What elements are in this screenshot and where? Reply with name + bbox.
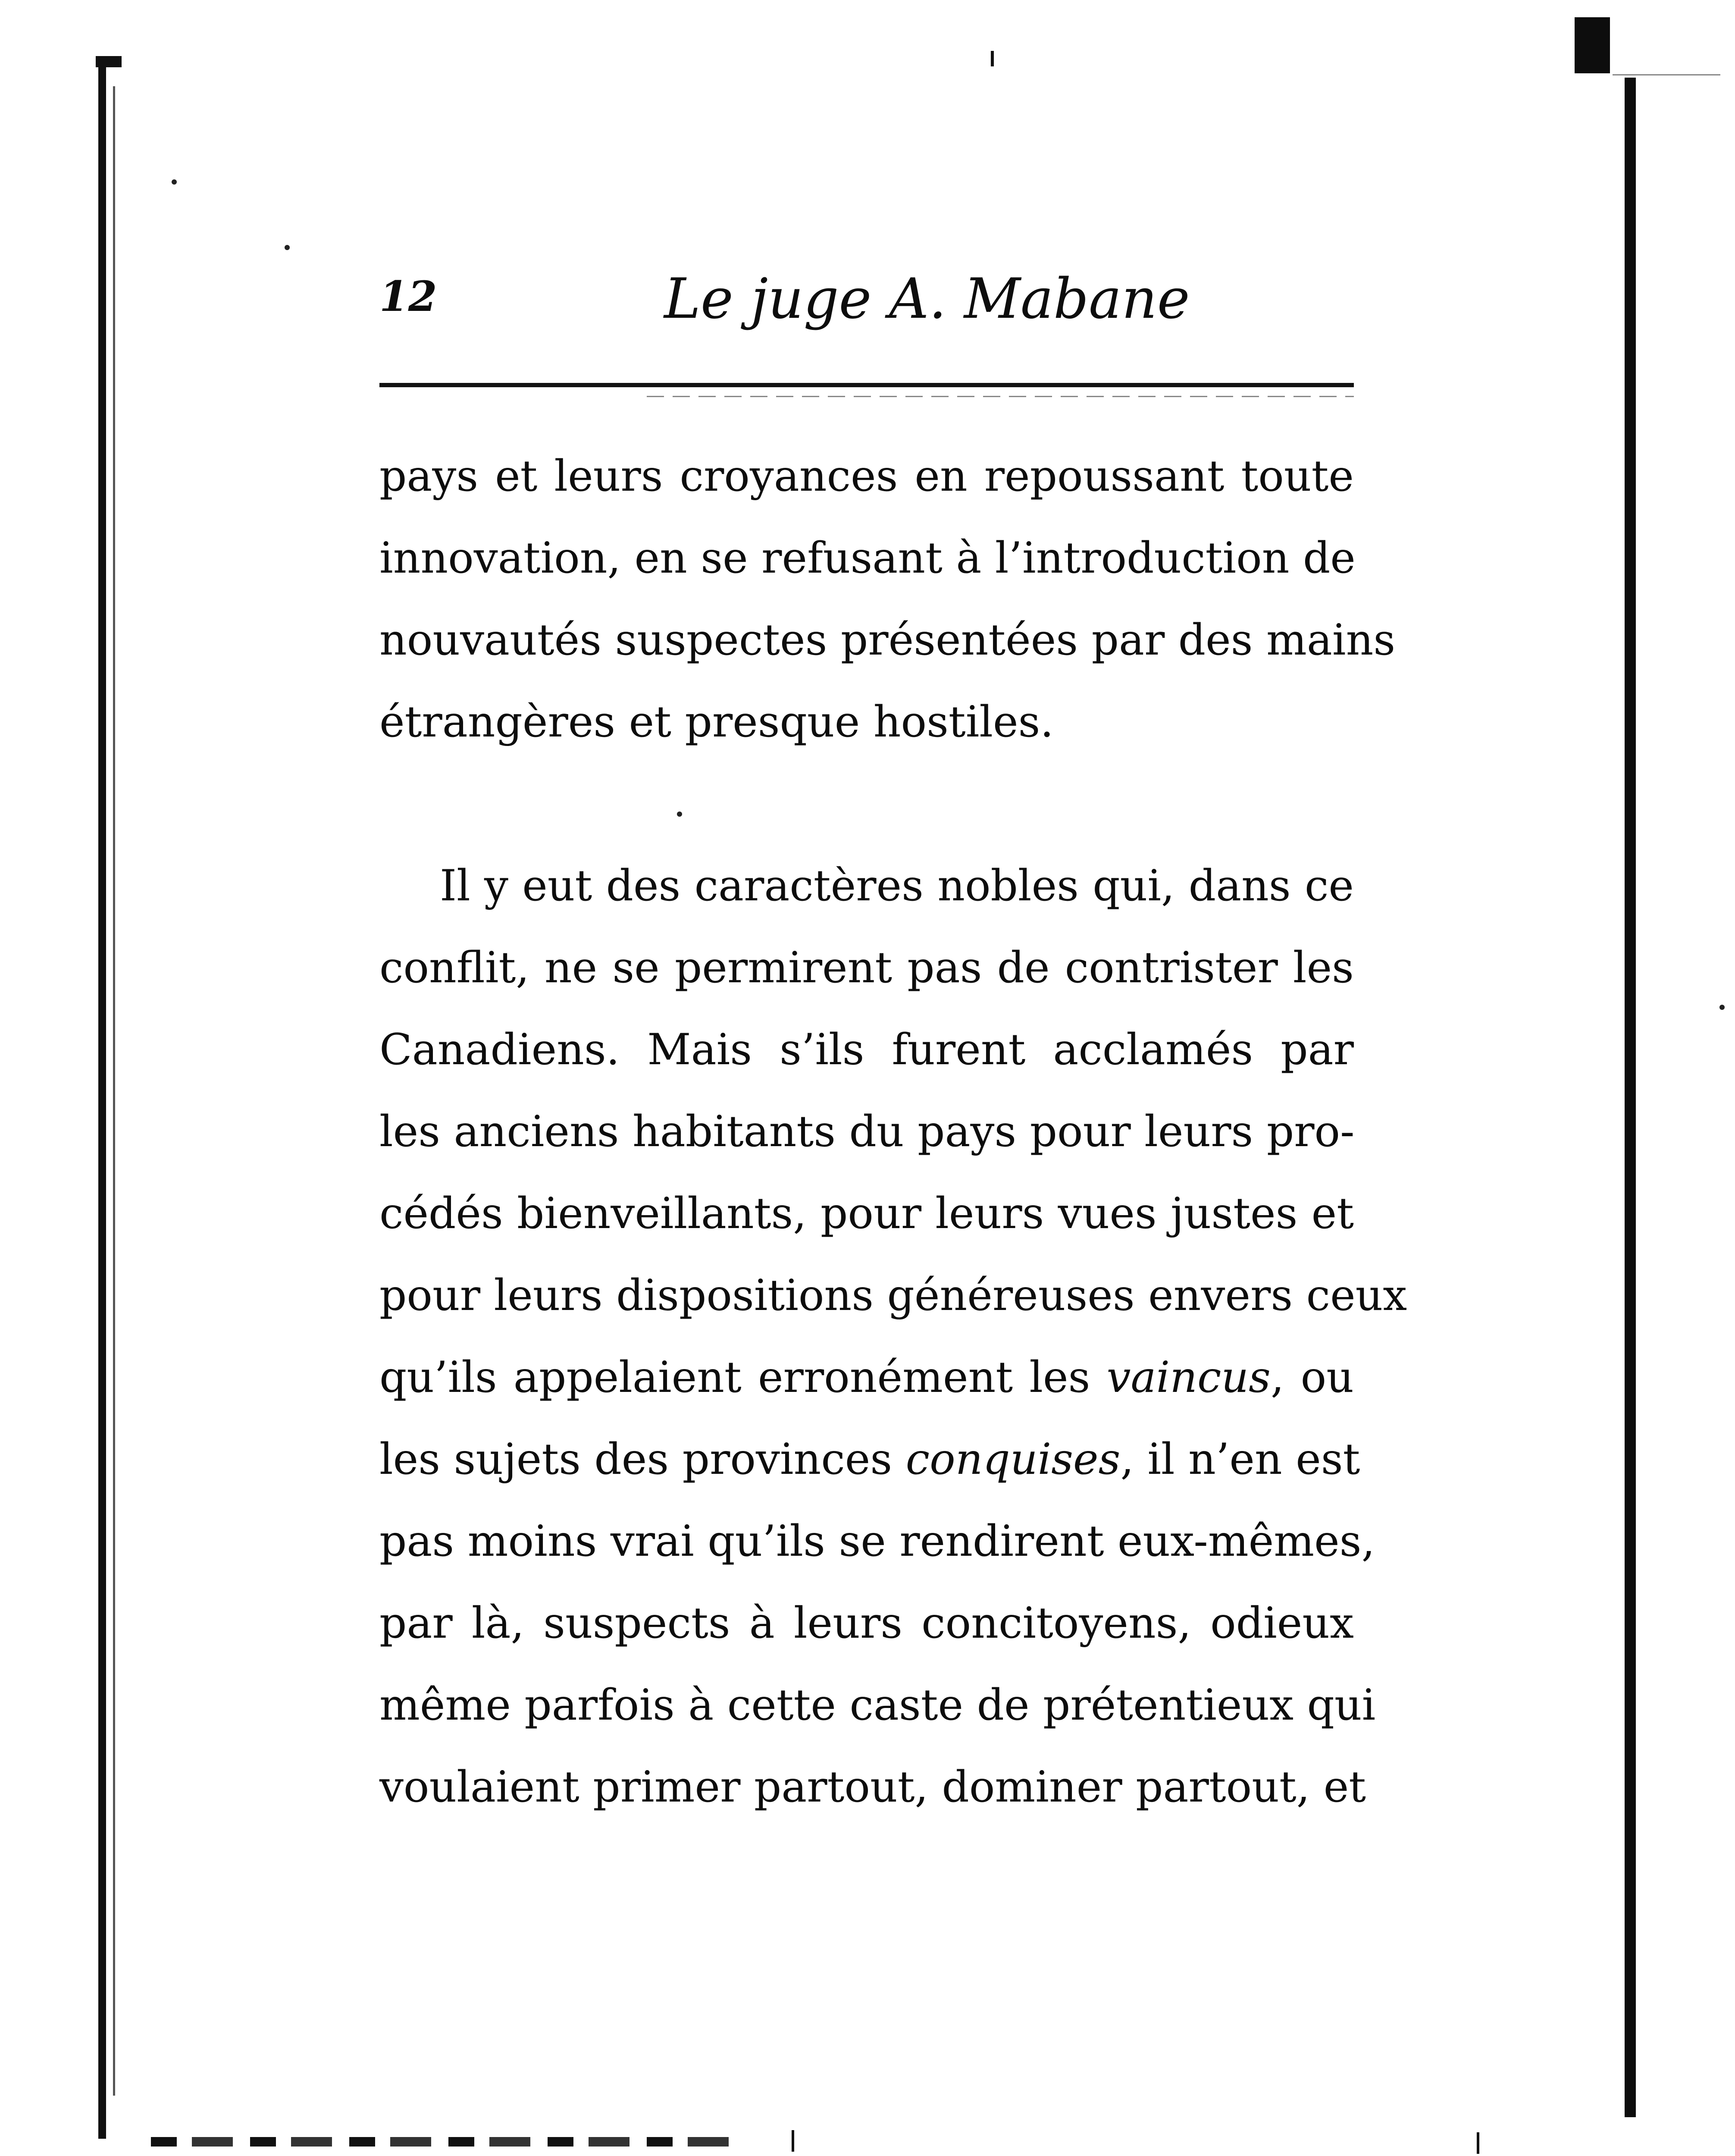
- scan-tick-bottom-right: [1477, 2132, 1479, 2154]
- italic-word: conquises: [905, 1435, 1121, 1484]
- text-line: pas moins vrai qu’ils se rendirent eux-mêmes,: [379, 1517, 1375, 1566]
- header-rule-faint: [647, 396, 1354, 397]
- text-line: pays et leurs croyances en repoussant toute: [379, 451, 1354, 501]
- scan-tick-top: [991, 51, 994, 66]
- text-run: , ou: [1270, 1353, 1354, 1402]
- italic-word: vaincus: [1106, 1353, 1271, 1402]
- paragraph: [379, 436, 1396, 763]
- text-line: Canadiens. Mais s’ils furent acclamés par: [379, 1025, 1354, 1075]
- running-title: Le juge A. Mabane: [664, 267, 1190, 331]
- binding-edge-left: [98, 60, 106, 2139]
- text-line: conflit, ne se permirent pas de contrister les: [379, 943, 1354, 993]
- text-line: cédés bienveillants, pour leurs vues justes et: [379, 1189, 1354, 1238]
- scan-tick-bottom: [792, 2130, 794, 2152]
- scan-speck: [172, 179, 177, 185]
- text-line: même parfois à cette caste de prétentieux qui: [379, 1680, 1376, 1730]
- text-line: innovation, en se refusant à l’introduction de: [379, 533, 1356, 583]
- text-run: , il n’en est: [1120, 1435, 1360, 1484]
- scan-speck: [1719, 1005, 1725, 1010]
- binding-edge-right: [1625, 78, 1636, 2117]
- running-head: [379, 267, 1358, 336]
- scan-mark-top-right: [1575, 17, 1610, 73]
- text-line: pour leurs dispositions généreuses envers ceux: [379, 1271, 1407, 1320]
- text-run: les sujets des provinces: [379, 1435, 906, 1484]
- text-line: voulaient primer partout, dominer partout, et: [379, 1762, 1366, 1812]
- binding-edge-left-inner: [113, 86, 115, 2096]
- text-run: qu’ils appelaient erronément les: [379, 1353, 1107, 1402]
- header-rule: [379, 383, 1354, 387]
- scan-edge-top-right: [1613, 74, 1720, 75]
- text-line: nouvautés suspectes présentées par des mains: [379, 615, 1396, 665]
- text-line: [379, 1337, 1354, 1419]
- text-line: [379, 1419, 1360, 1501]
- text-line: étrangères et presque hostiles.: [379, 697, 1054, 747]
- text-line: par là, suspects à leurs concitoyens, odieux: [379, 1598, 1354, 1648]
- scan-edge-bottom: [151, 2137, 746, 2147]
- paragraph: [379, 845, 1407, 1828]
- text-line: les anciens habitants du pays pour leurs pro-: [379, 1107, 1355, 1156]
- page-number: 12: [379, 272, 437, 321]
- scan-speck: [285, 245, 290, 250]
- body-text: [379, 436, 1407, 1828]
- text-line: Il y eut des caractères nobles qui, dans ce: [440, 861, 1354, 911]
